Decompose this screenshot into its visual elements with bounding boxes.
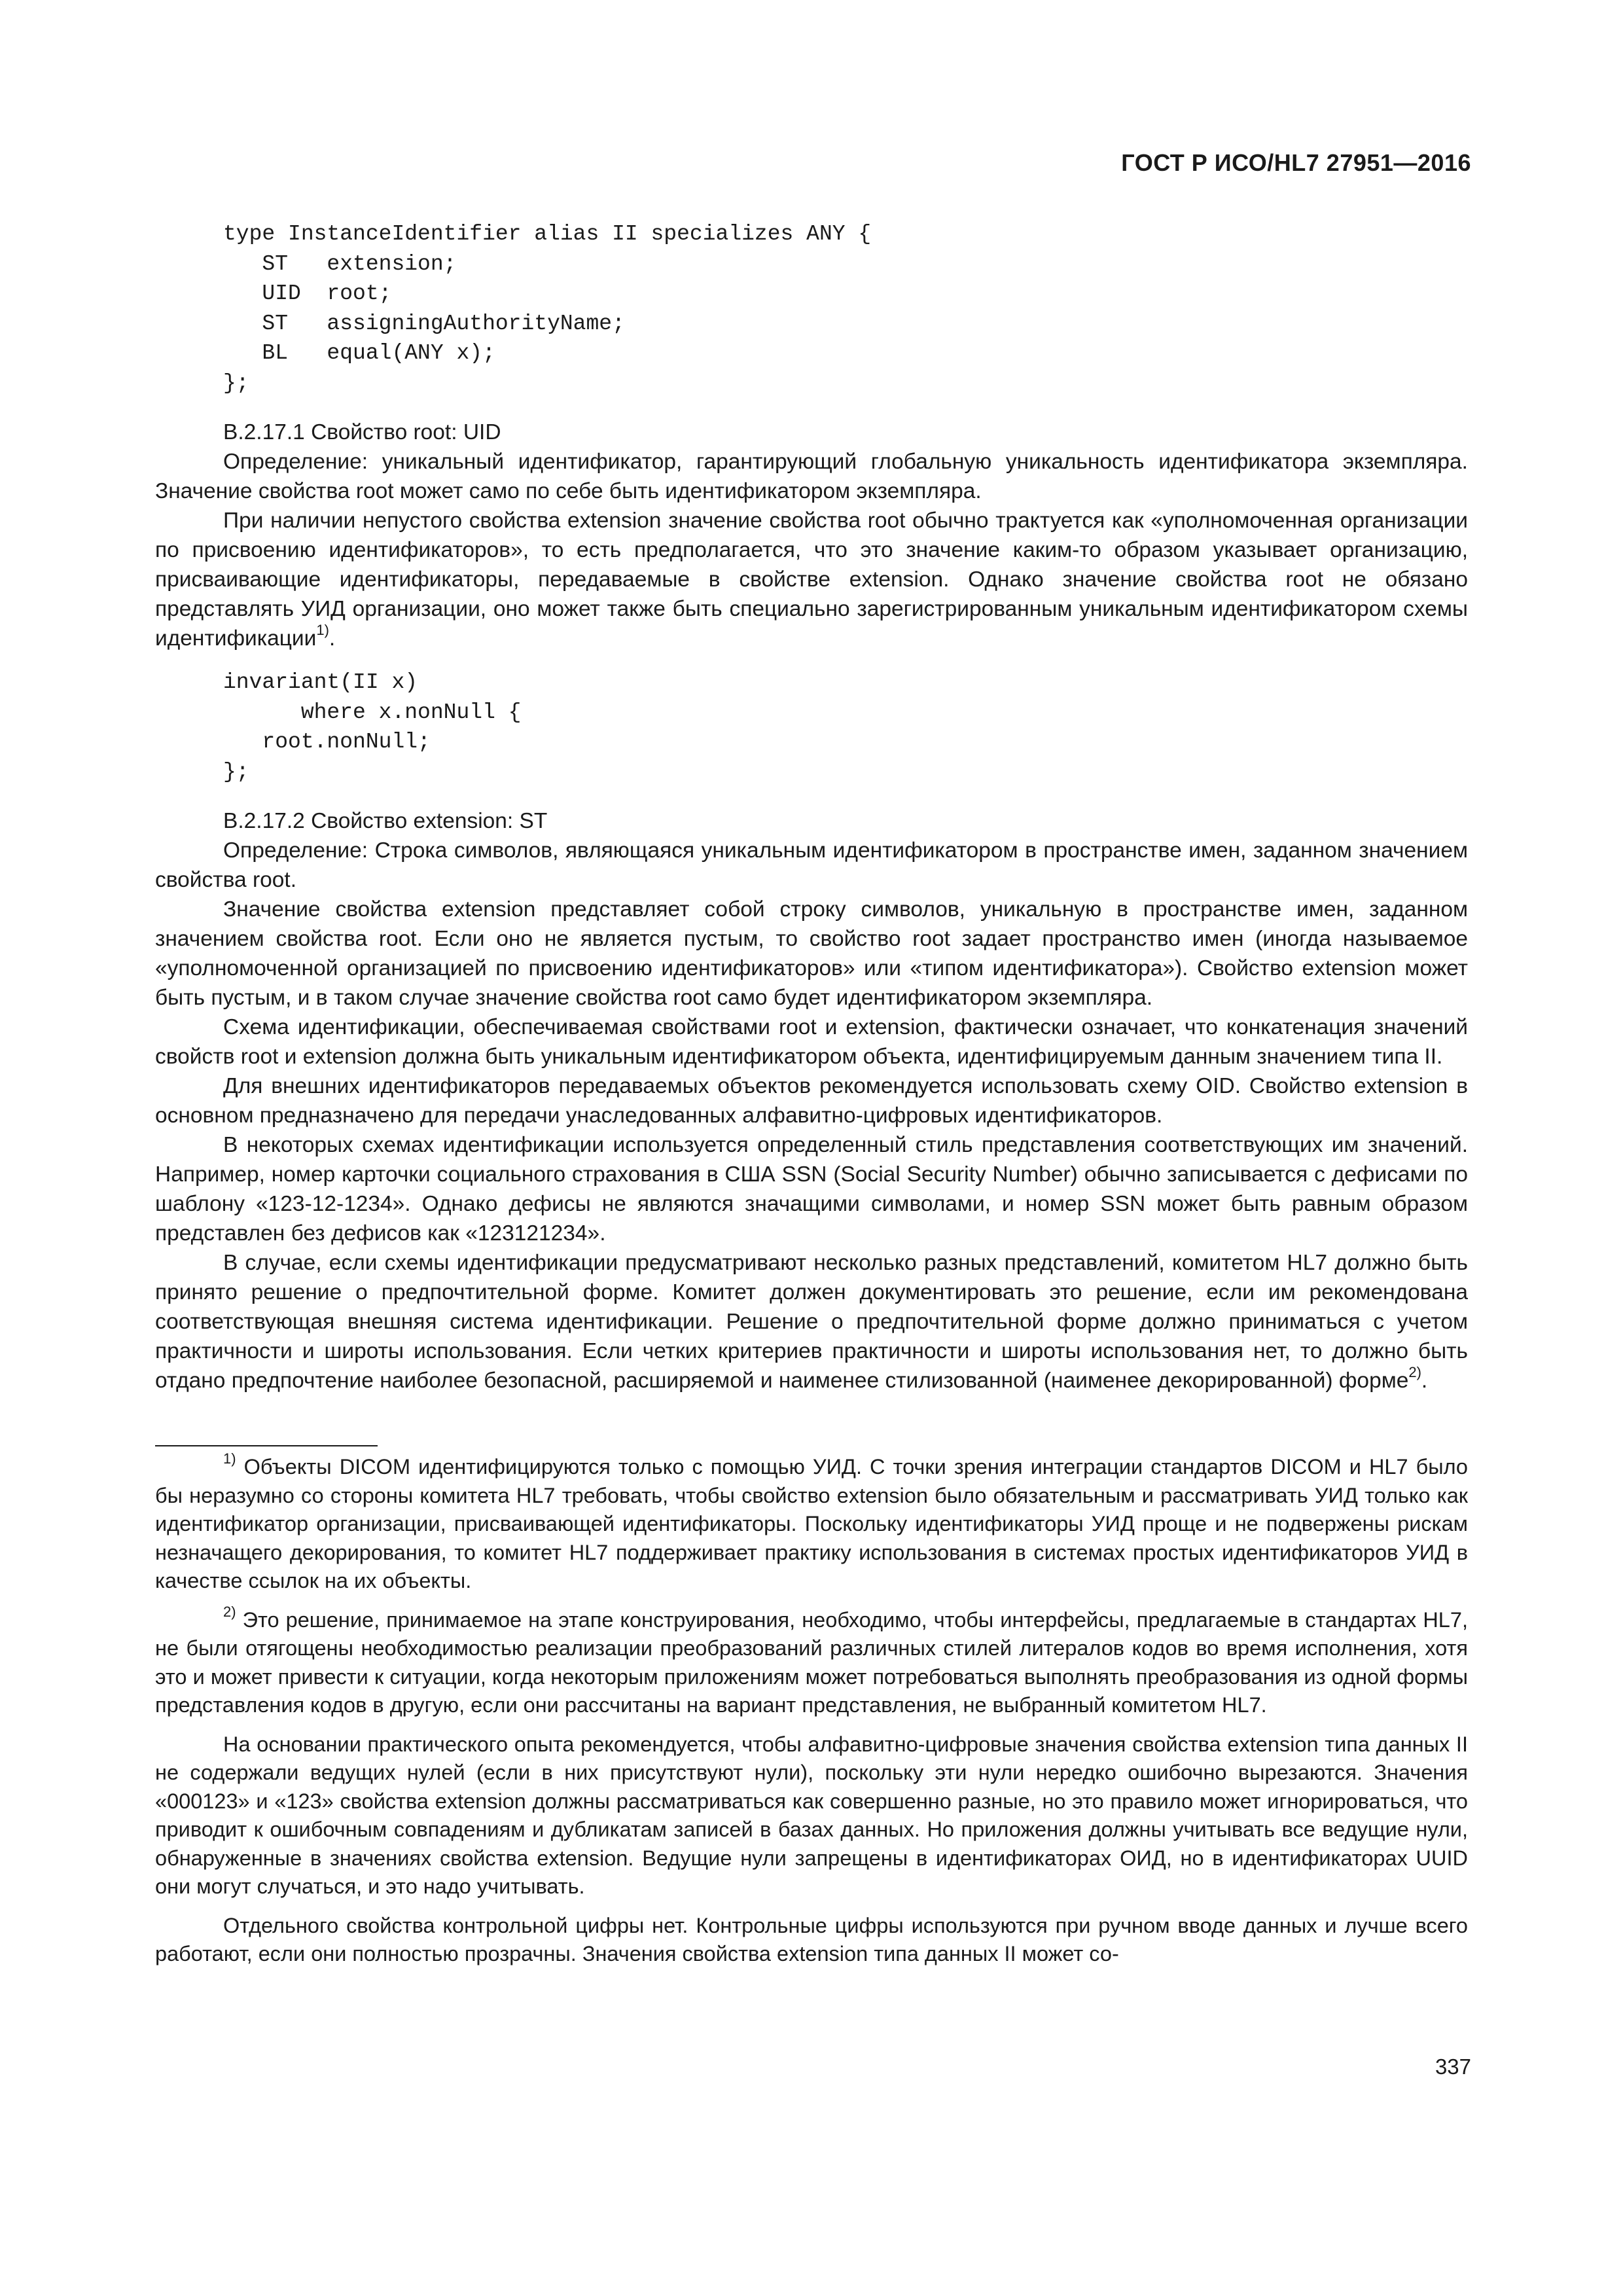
footnote-text: Объекты DICOM идентифицируются только с помощью УИД. С точки зрения интеграции стандартов DICOM и HL7 было бы неразумно со стороны комитета HL7 требовать, чтобы свойство extension было обязательным и рассматривать УИД только как идентификатор организации, присваивающей идентификаторы. Поскольку идентификаторы УИД проще и не подвержены рискам незначащего декорирования, то комитет HL7 поддерживает практику использования в системах простых идентификаторов УИД в качестве ссылок на их объекты. bbox=[155, 1455, 1468, 1592]
paragraph: Значение свойства extension представляет собой строку символов, уникальную в пространстве имен, заданном значением свойства root. Если оно не является пустым, то свойство root задает пространство имен (иногда называемое «уполномоченной организацией по присвоению идентификаторов» или «типом идентификатора»). Свойство extension может быть пустым, и в таком случае значение свойства root само будет идентификатором экземпляра. bbox=[155, 897, 1468, 1010]
paragraph-text: В случае, если схемы идентификации предусматривают несколько разных представлений, комитетом HL7 должно быть принято решение о предпочтительной форме. Комитет должен документировать это решение, если им рекомендована соответствующая внешняя система идентификации. Решение о предпочтительной форме должно приниматься с учетом практичности и широты использования. Если четких критериев практичности и широты использования нет, то должно быть отдано предпочтение наиболее безопасной, расширяемой и наименее стилизованной (наименее декорированной) форме bbox=[155, 1251, 1468, 1393]
main-content bbox=[155, 219, 1468, 1969]
paragraph: Определение: Строка символов, являющаяся уникальным идентификатором в пространстве имен, заданном значением свойства root. bbox=[155, 838, 1468, 892]
section-heading-root: B.2.17.1 Свойство root: UID bbox=[223, 420, 501, 444]
footnote-2-continuation: Отдельного свойства контрольной цифры нет. Контрольные цифры используются при ручном вводе данных и лучше всего работают, если они полностью прозрачны. Значения свойства extension типа данных II может со- bbox=[155, 1913, 1468, 1965]
section-heading-extension: B.2.17.2 Свойство extension: ST bbox=[223, 809, 548, 833]
footnote-2 bbox=[155, 1603, 1468, 1720]
paragraph bbox=[155, 1248, 1468, 1395]
paragraph: Для внешних идентификаторов передаваемых объектов рекомендуется использовать схему OID. Свойство extension в основном предназначено для передачи унаследованных алфавитно-цифровых идентификаторов. bbox=[155, 1074, 1468, 1128]
paragraph: В некоторых схемах идентификации используется определенный стиль представления соответствующих им значений. Например, номер карточки социального страхования в США SSN (Social Security Number) обычно записывается с дефисами по шаблону «123-12-1234». Однако дефисы не являются значащими символами, и номер SSN может быть равным образом представлен без дефисов как «123121234». bbox=[155, 1133, 1468, 1246]
footnote-divider bbox=[155, 1445, 378, 1446]
document-header: ГОСТ Р ИСО/HL7 27951—2016 bbox=[1121, 149, 1471, 176]
footnote-1 bbox=[155, 1450, 1468, 1596]
footnote-text: Это решение, принимаемое на этапе конструирования, необходимо, чтобы интерфейсы, предлагаемые в стандартах HL7, не были отягощены необходимостью реализации преобразований различных стилей литералов кодов во время исполнения, хотя это и может привести к ситуации, когда некоторым приложениям может потребоваться выполнять преобразования из одной формы представления кодов в другую, если они рассчитаны на вариант представления, не выбранный комитетом HL7. bbox=[155, 1607, 1468, 1717]
footnotes bbox=[155, 1450, 1468, 1969]
code-block-invariant: invariant(II x) where x.nonNull { root.nonNull; }; bbox=[223, 670, 522, 784]
paragraph: Схема идентификации, обеспечиваемая свойствами root и extension, фактически означает, что конкатенация значений свойств root и extension должна быть уникальным идентификатором объекта, идентифицируемым данным значением типа II. bbox=[155, 1015, 1468, 1069]
footnote-ref[interactable]: 2) bbox=[1408, 1363, 1421, 1380]
page-number: 337 bbox=[1435, 2054, 1471, 2079]
punctuation: . bbox=[1421, 1369, 1428, 1393]
footnote-mark: 1) bbox=[223, 1450, 236, 1467]
paragraph bbox=[155, 506, 1468, 653]
paragraph: Определение: уникальный идентификатор, гарантирующий глобальную уникальность идентификатора экземпляра. Значение свойства root может само по себе быть идентификатором экземпляра. bbox=[155, 450, 1468, 503]
code-block-type-definition: type InstanceIdentifier alias II specializes ANY { ST extension; UID root; ST assigningAuthorityName; BL equal(ANY x); }; bbox=[223, 222, 872, 395]
footnote-ref[interactable]: 1) bbox=[316, 621, 329, 638]
footnote-2-continuation: На основании практического опыта рекомендуется, чтобы алфавитно-цифровые значения свойства extension типа данных II не содержали ведущих нулей (если в них присутствуют нули), поскольку эти нули нередко ошибочно вырезаются. Значения «000123» и «123» свойства extension должны рассматриваться как совершенно разные, но это правило может игнорироваться, что приводит к ошибочным совпадениям и дубликатам записей в базах данных. Но приложения должны учитывать все ведущие нули, обнаруженные в значениях свойства extension. Ведущие нули запрещены в идентификаторах ОИД, но в идентификаторах UUID они могут случаться, и это надо учитывать. bbox=[155, 1732, 1468, 1898]
paragraph-text: При наличии непустого свойства extension значение свойства root обычно трактуется как «уполномоченная организации по присвоению идентификаторов», то есть предполагается, что это значение каким-то образом указывает организацию, присваивающие идентификаторы, передаваемые в свойстве extension. Однако значение свойства root не обязано представлять УИД организации, оно может также быть специально зарегистрированным уникальным идентификатором схемы идентификации bbox=[155, 509, 1468, 651]
footnote-mark: 2) bbox=[223, 1603, 236, 1620]
punctuation: . bbox=[329, 626, 336, 651]
